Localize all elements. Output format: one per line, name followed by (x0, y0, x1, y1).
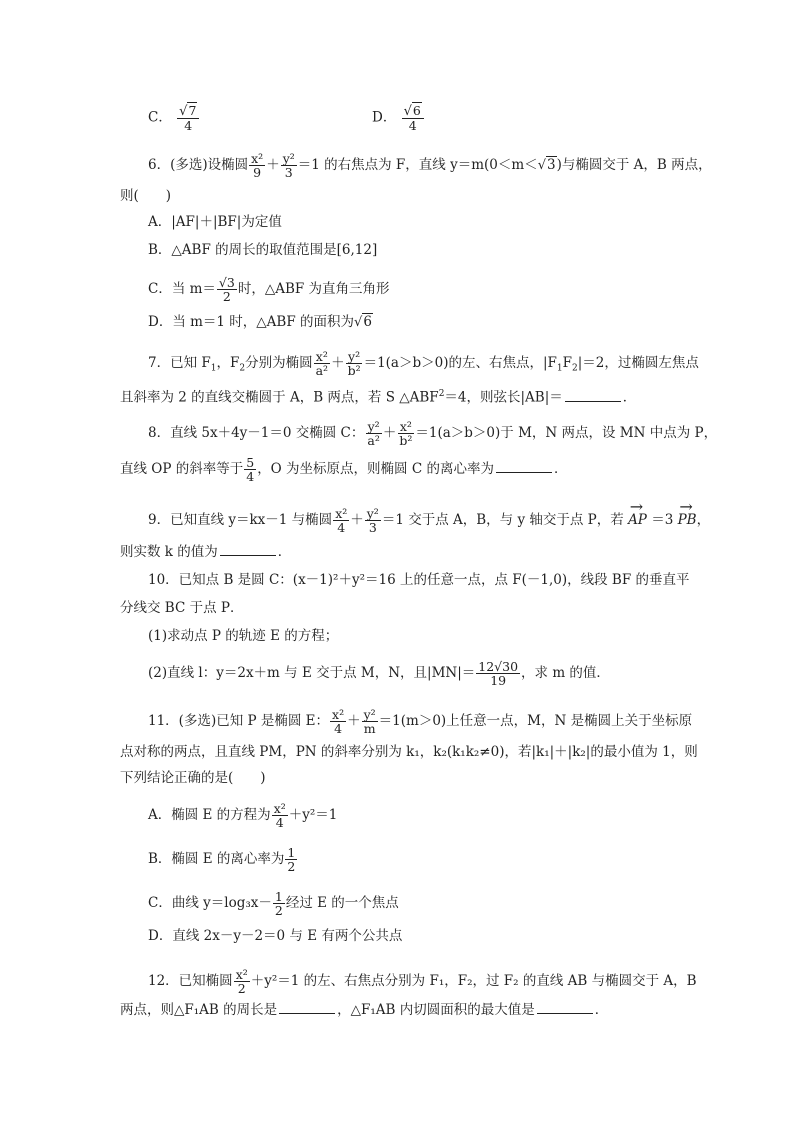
q11-line3: 下列结论正确的是( ) (120, 770, 266, 786)
q7-text: 7．已知 F (148, 355, 211, 371)
q7-stem: 7．已知 $F_1$，$F_2$分别为椭圆 $\frac{\text{x²}}{\text{a²}}$ ＋ $\frac{\text{y²}}{\text{b²}}$ ＝1(a＞b＞0)的左、右焦点，$|F_1F_2|=2$，过椭圆左焦点 (148, 349, 699, 378)
q6-option-c[interactable] (148, 276, 390, 303)
q6-stem: 6．(多选)设椭圆 $\frac{\text{x²}}{9}$ ＋ $\frac{\text{y²}}{3}$ ＝1 的右焦点为 F，直线 y＝m(0＜m＜√3)与椭圆交于 A，B 两点， (148, 151, 712, 180)
q12-line2 (120, 1000, 608, 1020)
q7-text: 且斜率为 2 的直线交椭圆于 A，B 两点，若 S △ABF (120, 389, 439, 406)
q5-option-d[interactable] (372, 104, 425, 132)
q12-text: 两点，则△F₁AB 的周长是 (120, 1002, 278, 1018)
fraction: $\frac{√6}{4}$ (402, 104, 424, 132)
denominator: 9 (253, 165, 262, 180)
option-text: C．曲线 y＝log₃x－ (148, 895, 272, 911)
numerator: x² (235, 967, 248, 982)
answer-blank[interactable] (537, 1001, 593, 1014)
q12-text: ＋y²＝1 的左、右焦点分别为 F₁，F₂，过 F₂ 的直线 AB 与椭圆交于 A，B (250, 973, 697, 989)
numerator: 12√30 (478, 659, 519, 674)
q9-text: ＝1 交于点 A，B，与 y 轴交于点 P，若 (381, 512, 624, 528)
vector-pb: → PB (678, 506, 697, 530)
plus-sign: ＋ (382, 425, 397, 441)
numerator: x² (315, 349, 328, 364)
q9-line2 (120, 542, 291, 562)
q7-text: ＝4，则弦长|AB|＝ (444, 389, 563, 406)
sqrt: √3 (537, 157, 556, 173)
q7-line2: 且斜率为 2 的直线交椭圆于 A，B 两点，若 S $\triangle ABF^2=4$，则弦长|AB|＝ ． (120, 389, 637, 406)
q11-option-d[interactable]: D．直线 2x－y－2＝0 与 E 有两个公共点 (148, 928, 403, 944)
answer-blank[interactable] (220, 543, 276, 556)
q7-text: ，F (216, 355, 240, 371)
q5-option-c[interactable] (148, 104, 200, 132)
fraction (249, 152, 265, 179)
radicand: 3 (546, 157, 556, 173)
q9-text: ， (696, 512, 711, 528)
q10-part2 (148, 660, 610, 687)
denominator: 2 (222, 289, 231, 304)
numerator: x² (335, 506, 348, 521)
answer-blank[interactable] (496, 460, 552, 473)
fraction (346, 350, 363, 377)
q9-stem: 9．已知直线 y＝kx－1 与椭圆 $\frac{\text{x²}}{4}$ ＋ $\frac{\text{y²}}{3}$ ＝1 交于点 A，B，与 y 轴交于点 P，若 → AP ＝3 → PB， (148, 506, 710, 534)
numerator: y² (282, 151, 295, 166)
fraction (285, 846, 297, 873)
numerator: y² (366, 506, 379, 521)
q9-text: ． (277, 544, 292, 560)
q6-option-b[interactable]: B．△ABF 的周长的取值范围是[6,12] (148, 242, 378, 258)
numerator: y² (367, 419, 380, 434)
q11-text: ＝1(m＞0)上任意一点，M，N 是椭圆上关于坐标原 (378, 713, 693, 729)
q11-option-c[interactable] (148, 890, 399, 917)
denominator: 4 (275, 815, 284, 830)
plus-sign: ＋ (331, 355, 345, 371)
q8-text: ． (553, 461, 568, 477)
numerator: √3 (218, 275, 235, 290)
fraction (397, 420, 414, 447)
denominator: 4 (334, 721, 343, 736)
numerator: x² (273, 801, 286, 816)
radicand: 6 (363, 314, 372, 330)
fraction (365, 507, 381, 534)
fraction: $\frac{√7}{4}$ (177, 104, 199, 132)
q8-text: 8．直线 5x＋4y－1＝0 交椭圆 C： (148, 425, 365, 441)
denominator: 3 (368, 520, 377, 535)
denominator: 4 (246, 469, 255, 484)
q9-text: ＝3 (651, 512, 674, 528)
q12-stem (148, 968, 697, 995)
denominator: 4 (184, 118, 193, 133)
fraction (244, 456, 256, 483)
q12-text: ，△F₁AB 内切圆面积的最大值是 (337, 1002, 535, 1018)
q12-text: ． (594, 1002, 609, 1018)
numerator: 5 (246, 455, 255, 470)
denominator: b² (399, 433, 413, 448)
q11-option-b[interactable] (148, 846, 298, 873)
q8-text: 直线 OP 的斜率等于 (120, 461, 244, 477)
q8-text: ＝1(a＞b＞0)于 M，N 两点，设 MN 中点为 P， (415, 425, 718, 441)
q6-suffix: )与椭圆交于 A，B 两点， (556, 157, 712, 173)
q9-text: 则实数 k 的值为 (120, 544, 218, 560)
q6-option-a[interactable]: A．|AF|＋|BF|为定值 (148, 214, 282, 230)
q8-stem (148, 420, 717, 447)
numerator: 6 (412, 103, 421, 118)
option-text: A．椭圆 E 的方程为 (148, 807, 271, 823)
answer-blank[interactable] (279, 1001, 335, 1014)
fraction (281, 152, 297, 179)
fraction (362, 708, 378, 735)
q6-option-d[interactable] (148, 312, 373, 333)
denominator: 4 (337, 520, 346, 535)
option-text: 时，△ABF 为直角三角形 (237, 281, 390, 297)
fraction (314, 350, 330, 377)
q11-line2: 点对称的两点，且直线 PM，PN 的斜率分别为 k₁，k₂(k₁k₂≠0)，若|k₁|＋|k₂|的最小值为 1，则 (120, 744, 698, 760)
numerator: 1 (287, 845, 296, 860)
q7-text: |＝2，过椭圆左焦点 (577, 355, 699, 371)
q10-text: ，求 m 的值． (521, 665, 610, 681)
fraction (476, 660, 520, 687)
q7-text: ＝1(a＞b＞0)的左、右焦点，|F (363, 355, 557, 371)
q10-line1: 10．已知点 B 是圆 C：(x－1)²＋y²＝16 上的任意一点，点 F(－1,0)，线段 BF 的垂直平 (148, 572, 690, 588)
numerator: 7 (188, 103, 197, 118)
q6-line2: 则( ) (120, 188, 172, 204)
option-text: C．当 m＝ (148, 281, 216, 297)
option-label: C． (148, 109, 172, 126)
denominator: 2 (274, 903, 283, 918)
q10-line2: 分线交 BC 于点 P． (120, 600, 244, 616)
q11-text: 11．(多选)已知 P 是椭圆 E： (148, 713, 330, 729)
option-text: B．椭圆 E 的离心率为 (148, 851, 285, 867)
denominator: 2 (237, 981, 246, 996)
option-label: D． (372, 109, 397, 126)
q11-option-a[interactable] (148, 802, 337, 829)
option-text: ＋y²＝1 (288, 807, 338, 823)
q7-text: ． (622, 389, 637, 406)
option-text: 经过 E 的一个焦点 (285, 895, 399, 911)
denominator: m (363, 721, 376, 736)
numerator: y² (348, 349, 361, 364)
fraction (272, 802, 288, 829)
q10-text: (2)直线 l：y＝2x＋m 与 E 交于点 M，N，且|MN|＝ (148, 665, 476, 681)
denominator: 4 (408, 118, 417, 133)
numerator: y² (363, 707, 376, 722)
fraction (234, 968, 250, 995)
numerator: x² (399, 419, 412, 434)
numerator: x² (332, 707, 345, 722)
numerator: 1 (274, 889, 283, 904)
denominator: 3 (284, 165, 293, 180)
q6-prefix: 6．(多选)设椭圆 (148, 157, 249, 173)
fraction (333, 507, 349, 534)
denominator: b² (347, 363, 361, 378)
q10-part1: (1)求动点 P 的轨迹 E 的方程； (148, 628, 339, 644)
vector-ap: → AP (628, 506, 647, 530)
q7-text: F (562, 355, 573, 371)
sqrt: √6 (354, 314, 372, 330)
denominator: 2 (287, 859, 296, 874)
fraction (217, 276, 237, 303)
denominator: a² (315, 363, 329, 378)
answer-blank[interactable] (565, 389, 621, 402)
q8-text: ，O 为坐标原点，则椭圆 C 的离心率为 (257, 461, 494, 477)
option-text: D．当 m＝1 时，△ABF 的面积为 (148, 314, 355, 330)
q7-text: 分别为椭圆 (245, 355, 313, 371)
denominator: a² (367, 433, 380, 448)
q8-line2 (120, 456, 567, 483)
q11-stem: 11．(多选)已知 P 是椭圆 E： $\frac{\text{x²}}{4}$ ＋ $\frac{\text{y²}}{m}$ ＝1(m＞0)上任意一点，M，N 是椭圆上关于坐标原 (148, 707, 693, 736)
denominator: 19 (490, 673, 507, 688)
q9-text: 9．已知直线 y＝kx－1 与椭圆 (148, 512, 333, 528)
fraction (330, 708, 346, 735)
q6-mid: ＝1 的右焦点为 F，直线 y＝m(0＜m＜ (297, 157, 538, 173)
numerator: x² (251, 151, 264, 166)
fraction (365, 420, 381, 447)
fraction (273, 890, 285, 917)
q12-text: 12．已知椭圆 (148, 973, 233, 989)
